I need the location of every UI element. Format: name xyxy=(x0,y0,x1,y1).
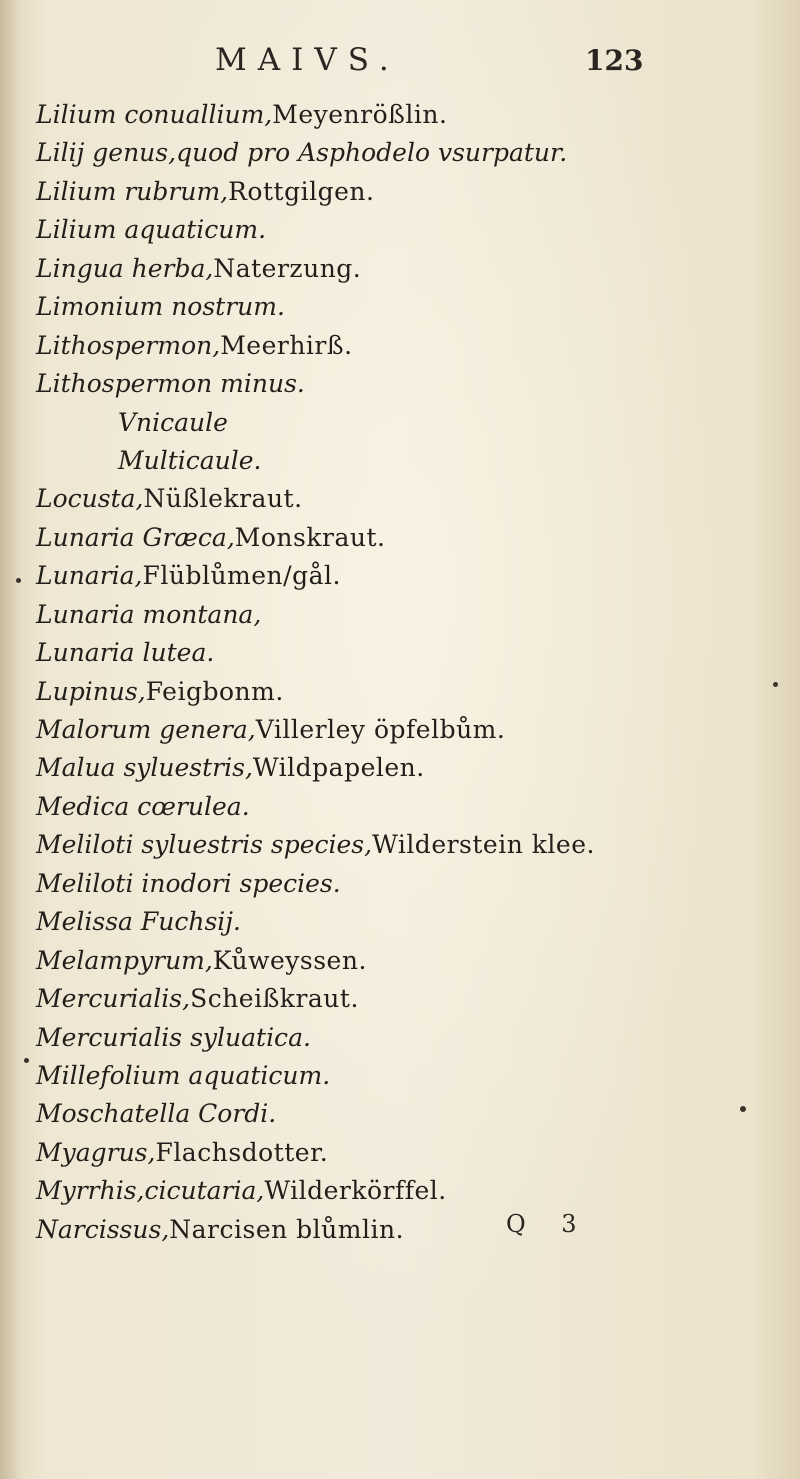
german-name: Narcisen blůmlin. xyxy=(169,1214,405,1244)
latin-name: Moschatella Cordi. xyxy=(36,1099,277,1129)
latin-name: Lithospermon, xyxy=(36,330,221,360)
plant-entry xyxy=(36,673,595,711)
latin-name: Lunaria montana, xyxy=(36,599,262,629)
latin-name: Myagrus, xyxy=(36,1137,156,1167)
latin-name: Lunaria, xyxy=(36,561,143,591)
german-name: Wilderkörffel. xyxy=(264,1176,447,1206)
ink-speck xyxy=(24,1058,29,1063)
plant-entry xyxy=(36,865,595,903)
latin-name: Lunaria lutea. xyxy=(36,638,215,668)
latin-name: Limonium nostrum. xyxy=(36,292,285,322)
plant-entry xyxy=(36,404,595,442)
latin-name: Narcissus, xyxy=(36,1214,170,1244)
latin-name: Locusta, xyxy=(36,484,144,514)
plant-name-list xyxy=(36,96,595,1249)
plant-entry xyxy=(36,596,595,634)
latin-name: Medica cœrulea. xyxy=(36,791,250,821)
plant-entry xyxy=(36,327,595,365)
latin-name: Multicaule. xyxy=(118,445,262,475)
plant-entry xyxy=(36,942,595,980)
german-name: Wilderstein klee. xyxy=(372,830,595,860)
ink-speck xyxy=(773,682,778,687)
plant-entry xyxy=(36,634,595,672)
plant-entry xyxy=(36,903,595,941)
latin-name: Malua syluestris, xyxy=(36,753,253,783)
german-name: Meyenrößlin. xyxy=(272,100,448,129)
latin-name: Malorum genera, xyxy=(36,715,256,744)
plant-entry xyxy=(36,1134,595,1172)
plant-entry xyxy=(36,711,595,749)
plant-entry xyxy=(36,1172,595,1210)
plant-entry xyxy=(36,211,595,249)
latin-name: Lilium conuallium, xyxy=(36,100,273,129)
plant-entry xyxy=(36,288,595,326)
latin-name: Melissa Fuchsij. xyxy=(36,907,241,937)
plant-entry xyxy=(36,480,595,518)
plant-entry xyxy=(36,1095,595,1133)
german-name: Flachsdotter. xyxy=(155,1137,329,1167)
latin-name: Meliloti syluestris species, xyxy=(36,830,373,860)
page-gutter-shadow xyxy=(0,0,22,1479)
latin-name: Lilij genus,quod pro Asphodelo vsurpatur. xyxy=(36,138,568,168)
german-name: Wildpapelen. xyxy=(252,753,425,783)
running-head: MAIVS. xyxy=(215,42,400,78)
german-name: Monskraut. xyxy=(234,522,386,552)
german-name: Naterzung. xyxy=(213,253,362,283)
plant-entry xyxy=(36,134,595,172)
german-name: Villerley öpfelbům. xyxy=(255,715,506,744)
latin-name: Mercurialis, xyxy=(36,984,191,1014)
latin-name: Vnicaule xyxy=(118,407,228,437)
german-name: Meerhirß. xyxy=(220,330,353,360)
plant-entry xyxy=(36,96,595,134)
latin-name: Myrrhis,cicutaria, xyxy=(36,1176,265,1206)
plant-entry xyxy=(36,250,595,288)
plant-entry xyxy=(36,826,595,864)
plant-entry xyxy=(36,365,595,403)
plant-entry xyxy=(36,173,595,211)
plant-entry xyxy=(36,557,595,595)
german-name: Scheißkraut. xyxy=(190,984,359,1014)
latin-name: Meliloti inodori species. xyxy=(36,868,341,898)
latin-name: Mercurialis syluatica. xyxy=(36,1022,311,1052)
plant-entry xyxy=(36,980,595,1018)
plant-entry xyxy=(36,788,595,826)
latin-name: Lunaria Græca, xyxy=(36,522,235,552)
german-name: Nüßlekraut. xyxy=(143,484,303,514)
ink-speck xyxy=(16,578,21,583)
german-name: Rottgilgen. xyxy=(228,176,375,206)
plant-entry xyxy=(36,519,595,557)
page-header xyxy=(0,38,800,90)
german-name: Flüblůmen/gål. xyxy=(142,561,341,591)
latin-name: Lithospermon minus. xyxy=(36,369,305,399)
plant-entry xyxy=(36,1057,595,1095)
latin-name: Lingua herba, xyxy=(36,253,214,283)
printer-signature-mark: Q 3 xyxy=(506,1210,591,1238)
latin-name: Lupinus, xyxy=(36,676,146,706)
latin-name: Melampyrum, xyxy=(36,945,213,975)
latin-name: Lilium rubrum, xyxy=(36,176,229,206)
latin-name: Millefolium aquaticum. xyxy=(36,1060,331,1090)
german-name: Feigbonm. xyxy=(145,676,284,706)
plant-entry xyxy=(36,749,595,787)
plant-entry xyxy=(36,442,595,480)
ink-speck xyxy=(740,1106,746,1112)
german-name: Kůweyssen. xyxy=(212,945,367,975)
latin-name: Lilium aquaticum. xyxy=(36,215,267,245)
plant-entry xyxy=(36,1019,595,1057)
page-number: 123 xyxy=(585,44,644,77)
